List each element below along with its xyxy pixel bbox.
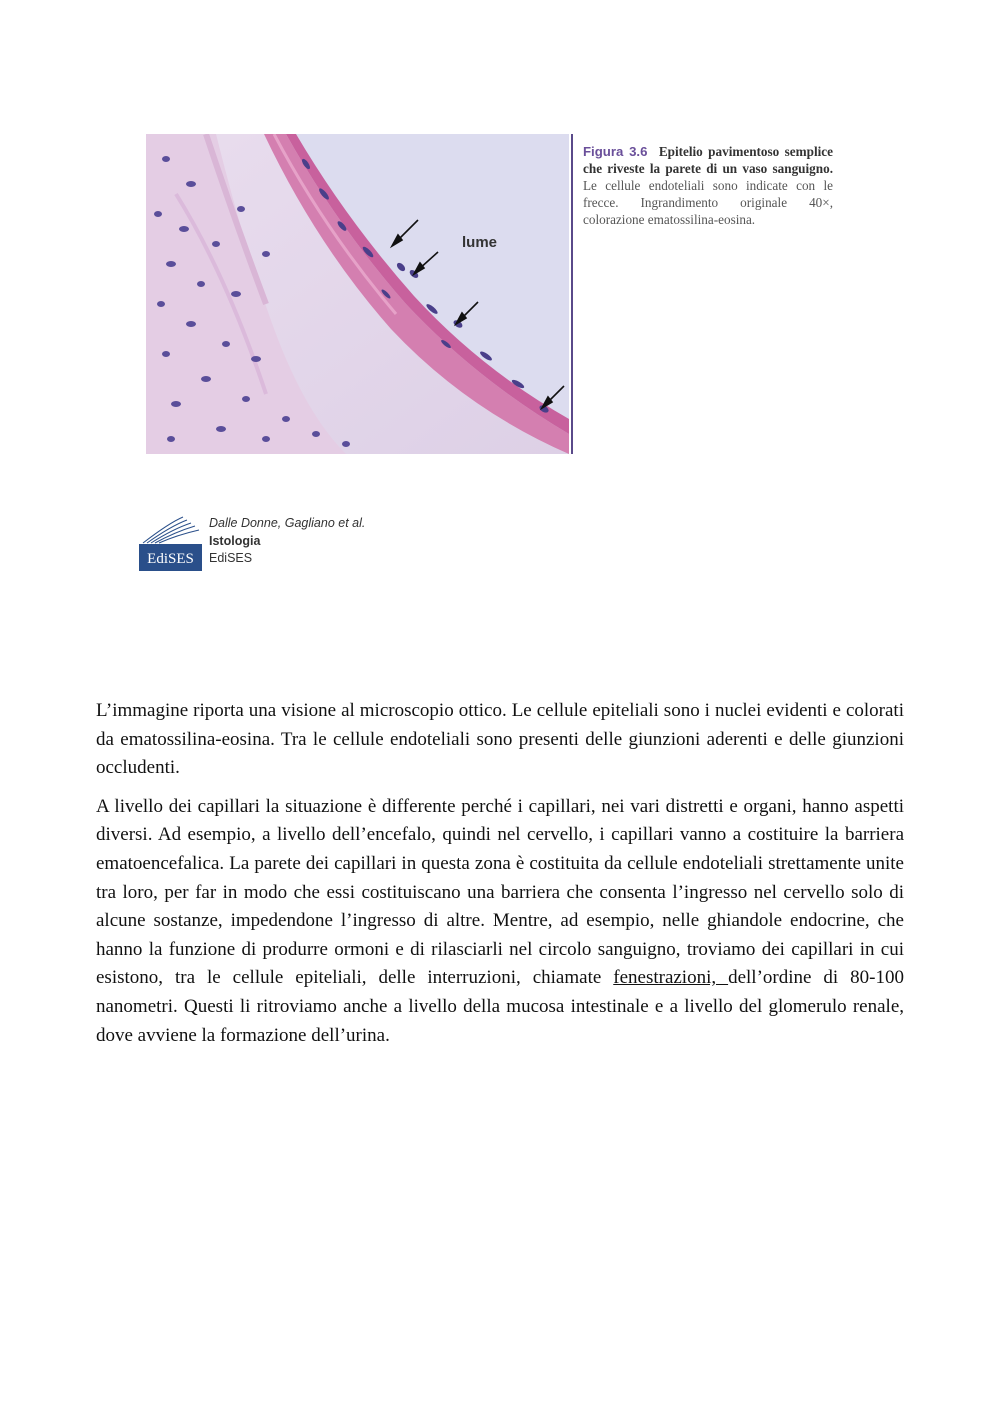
paragraph-2 (96, 793, 904, 1050)
micrograph-figure (146, 134, 573, 454)
credit-publisher: EdiSES (209, 551, 253, 565)
micrograph-image (146, 134, 569, 454)
paragraph-1: L’immagine riporta una visione al microscopio ottico. Le cellule epiteliali sono i nuclei evidenti e colorati da ematossilina-eosina. Tra le cellule endoteliali sono presenti delle giunzioni aderenti e delle giunzioni occludenti. (96, 700, 904, 779)
logo-text: EdiSES (147, 551, 194, 567)
body-text (96, 697, 904, 1060)
caption-text: Le cellule endoteliali sono indicate con le frecce. Ingrandimento originale 40×, colorazione ematossilina-eosina. (583, 178, 833, 227)
credit-book-title: Istologia (209, 533, 261, 548)
fenestrazioni-term: fenestrazioni, (613, 967, 729, 989)
credit-authors: Dalle Donne, Gagliano et al. (209, 516, 366, 530)
caption-title: Epitelio pavimentoso semplice che riveste la parete di un vaso sanguigno. (583, 144, 833, 176)
paragraph-2-end: dell’ordine di 80-100 nanometri. Questi li ritroviamo anche a livello della mucosa intestinale e a livello del glomerulo renale, dove avviene la formazione dell’urina. (96, 967, 904, 1046)
paragraph-2-start: A livello dei capillari la situazione è differente perché i capillari, nei vari distretti e organi, hanno aspetti diversi. Ad esempio, a livello dell’encefalo, quindi nel cervello, i capillari vanno a costituire la barriera ematoencefalica. La parete dei capillari in questa zona è costituita da cellule endoteliali strettamente unite tra loro, per far in modo che essi costituiscano una barriera che consenta l’ingresso nel cervello solo di alcune sostanze, impedendone l’ingresso di altre. Mentre, ad esempio, nelle ghiandole endocrine, che hanno la funzione di produrre ormoni e di rilasciarli nel circolo sanguigno, troviamo dei capillari in cui esistono, tra le cellule epiteliali, delle interruzioni, chiamate (96, 795, 904, 989)
edises-logo (139, 513, 202, 571)
figure-caption (583, 143, 833, 228)
book-credit (209, 515, 365, 568)
caption-number: Figura 3.6 (583, 144, 648, 159)
lumen-label: lume (462, 234, 498, 251)
